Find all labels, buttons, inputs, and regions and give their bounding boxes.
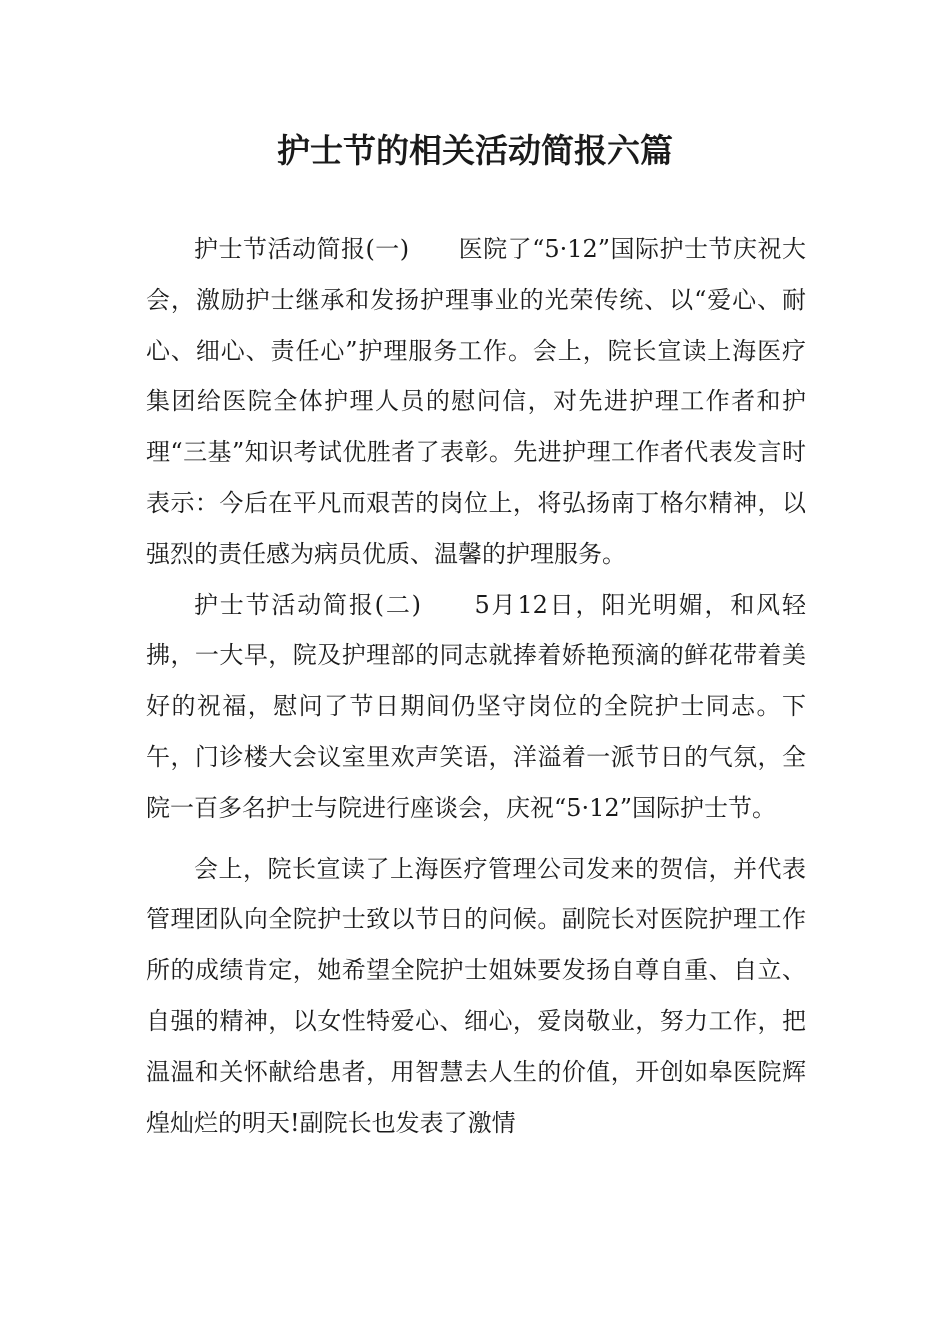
- paragraph-1: 护士节活动简报(一) 医院了“5·12”国际护士节庆祝大会，激励护士继承和发扬护理事业的光荣传统、以“爱心、耐心、细心、责任心”护理服务工作。会上，院长宣读上海医疗集团给医院全体护理人员的慰问信，对先进护理工作者和护理“三基”知识考试优胜者了表彰。先进护理工作者代表发言时表示：今后在平凡而艰苦的岗位上，将弘扬南丁格尔精神，以强烈的责任感为病员优质、温馨的护理服务。: [146, 235, 806, 568]
- paragraph-3: 会上，院长宣读了上海医疗管理公司发来的贺信，并代表管理团队向全院护士致以节日的问候。副院长对医院护理工作所的成绩肯定，她希望全院护士姐妹要发扬自尊自重、自立、自强的精神，以女性特爱心、细心，爱岗敬业，努力工作，把温温和关怀献给患者，用智慧去人生的价值，开创如皋医院辉煌灿烂的明天!副院长也发表了激情: [146, 854, 806, 1137]
- paragraph-2: 护士节活动简报(二) 5月12日，阳光明媚，和风轻拂，一大早，院及护理部的同志就捧着娇艳预滴的鲜花带着美好的祝福，慰问了节日期间仍坚守岗位的全院护士同志。下午，门诊楼大会议室里欢声笑语，洋溢着一派节日的气氛，全院一百多名护士与院进行座谈会，庆祝“5·12”国际护士节。: [146, 590, 806, 822]
- document-body: [146, 224, 806, 1148]
- document-title: 护士节的相关活动简报六篇: [277, 131, 673, 170]
